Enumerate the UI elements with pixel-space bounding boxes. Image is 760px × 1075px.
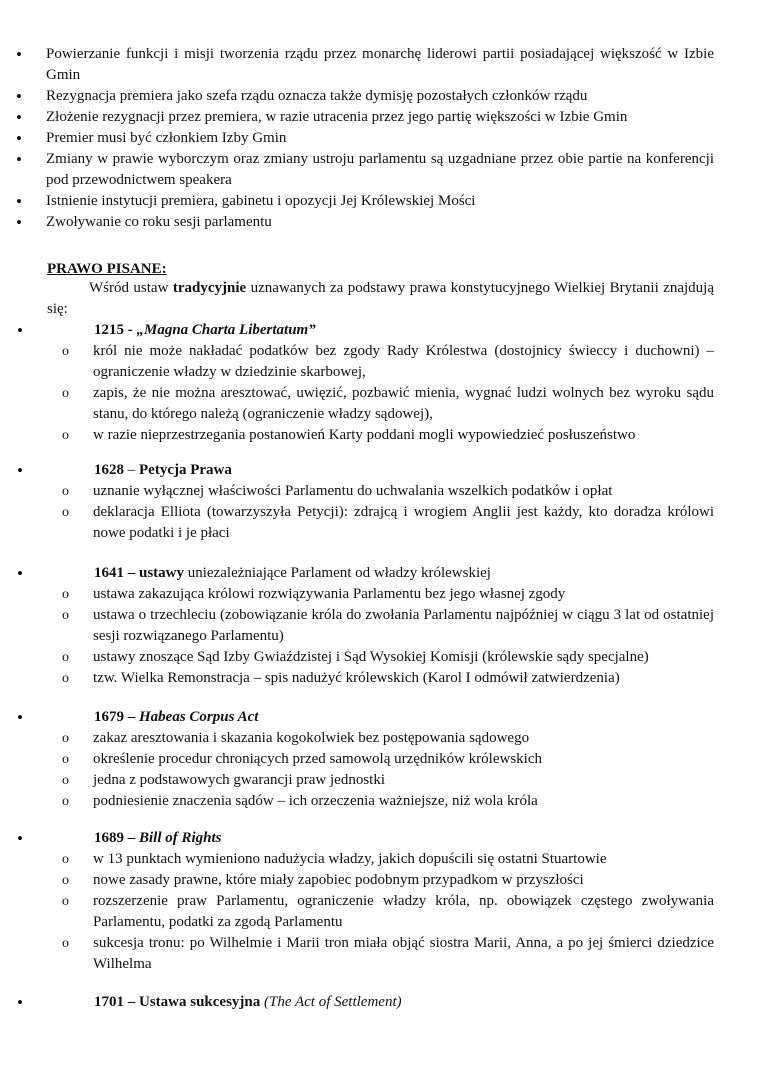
section-title bbox=[0, 992, 714, 1013]
list-item: o zakaz aresztowania i skazania kogokolwiek bez postępowania sądowego bbox=[0, 728, 714, 749]
section-title-text: (The Act of Settlement) bbox=[264, 994, 402, 1010]
list-item: • Premier musi być członkiem Izby Gmin bbox=[0, 128, 714, 149]
section-year: 1215 - bbox=[94, 322, 133, 338]
list-item: o sukcesja tronu: po Wilhelmie i Marii tron miała objąć siostra Marii, Anna, a po jej śmierci dziedzice Wilhelma bbox=[0, 933, 714, 975]
section-title bbox=[0, 828, 714, 849]
section-title bbox=[0, 320, 714, 341]
section-1641 bbox=[47, 563, 714, 689]
list-item: • Istnienie instytucji premiera, gabinetu i opozycji Jej Królewskiej Mości bbox=[0, 191, 714, 212]
section-1689 bbox=[47, 828, 714, 975]
section-heading: PRAWO PISANE: bbox=[47, 261, 167, 277]
list-item: o w 13 punktach wymieniono nadużycia władzy, jakich dopuścili się ostatni Stuartowie bbox=[0, 849, 714, 870]
section-1628 bbox=[47, 460, 714, 544]
section-title bbox=[0, 563, 714, 584]
section-title bbox=[0, 707, 714, 728]
list-item: o tzw. Wielka Remonstracja – spis nadużyć królewskich (Karol I odmówił zatwierdzenia) bbox=[0, 668, 714, 689]
top-bullet-list bbox=[46, 44, 714, 233]
section-title bbox=[0, 460, 714, 481]
list-item: o król nie może nakładać podatków bez zgody Rady Królestwa (dostojnicy świeccy i duchowni) – ograniczenie władzy w dziedzinie skarbowej, bbox=[0, 341, 714, 383]
section-title-text: „Magna Charta Libertatum” bbox=[136, 322, 316, 338]
list-item: • Złożenie rezygnacji przez premiera, w razie utracenia przez jego partię większości w Izbie Gmin bbox=[0, 107, 714, 128]
list-item: o zapis, że nie można aresztować, uwięzić, pozbawić mienia, wygnać ludzi wolnych bez wyroku sądu stanu, do którego należą (ograniczenie władzy sądowej), bbox=[0, 383, 714, 425]
section-year: 1689 – bbox=[94, 830, 136, 846]
section-title-text: Bill of Rights bbox=[139, 830, 222, 846]
list-item: • Rezygnacja premiera jako szefa rządu oznacza także dymisję pozostałych członków rządu bbox=[0, 86, 714, 107]
list-item: o deklaracja Elliota (towarzyszyła Petycji): zdrajcą i wrogiem Anglii jest każdy, kto doradza królowi nowe podatki i je płaci bbox=[0, 502, 714, 544]
section-year: 1701 – Ustawa sukcesyjna bbox=[94, 994, 261, 1010]
section-year: 1628 bbox=[94, 462, 124, 478]
intro-text-after: uznawanych za podstawy prawa konstytucyjnego Wielkiej Brytanii znajdują się: bbox=[47, 280, 714, 317]
list-item: o rozszerzenie praw Parlamentu, ograniczenie władzy króla, np. obowiązek częstego zwoływania Parlamentu, podatki za zgodą Parlamentu bbox=[0, 891, 714, 933]
list-item: o ustawa o trzechleciu (zobowiązanie króla do zwołania Parlamentu najpóźniej w ciągu 3 lat od ostatniej sesji rozwiązanego Parlamentu) bbox=[0, 605, 714, 647]
list-item: • Powierzanie funkcji i misji tworzenia rządu przez monarchę liderowi partii posiadającej większość w Izbie Gmin bbox=[0, 44, 714, 86]
list-item: o ustawa zakazująca królowi rozwiązywania Parlamentu bez jego własnej zgody bbox=[0, 584, 714, 605]
list-item: o podniesienie znaczenia sądów – ich orzeczenia ważniejsze, niż wola króla bbox=[0, 791, 714, 812]
section-title-rest: uniezależniające Parlament od władzy królewskiej bbox=[184, 565, 491, 581]
section-1215 bbox=[47, 320, 714, 446]
intro-bold-text: tradycyjnie bbox=[172, 280, 247, 296]
list-item: • Zmiany w prawie wyborczym oraz zmiany ustroju parlamentu są uzgadniane przez obie partie na konferencji pod przewodnictwem speakera bbox=[0, 149, 714, 191]
list-item: o ustawy znoszące Sąd Izby Gwiaździstej i Sąd Wysokiej Komisji (królewskie sądy specjalne) bbox=[0, 647, 714, 668]
list-item: o nowe zasady prawne, które miały zapobiec podobnym przypadkom w przyszłości bbox=[0, 870, 714, 891]
list-item: o określenie procedur chroniących przed samowolą urzędników królewskich bbox=[0, 749, 714, 770]
section-1679 bbox=[47, 707, 714, 812]
list-item: o jedna z podstawowych gwarancji praw jednostki bbox=[0, 770, 714, 791]
list-item: • Zwoływanie co roku sesji parlamentu bbox=[0, 212, 714, 233]
section-title-text: Petycja Prawa bbox=[139, 462, 232, 478]
section-title-text: Habeas Corpus Act bbox=[139, 709, 259, 725]
intro-text-before: Wśród ustaw bbox=[89, 280, 173, 296]
list-item: o w razie nieprzestrzegania postanowień Karty poddani mogli wypowiedzieć posłuszeństwo bbox=[0, 425, 714, 446]
section-year: 1641 – ustawy bbox=[94, 565, 185, 581]
section-1701 bbox=[47, 992, 714, 1013]
list-item: o uznanie wyłącznej właściwości Parlamentu do uchwalania wszelkich podatków i opłat bbox=[0, 481, 714, 502]
section-year: 1679 – bbox=[94, 709, 136, 725]
intro-paragraph bbox=[47, 278, 714, 320]
section-dash: – bbox=[124, 462, 139, 478]
